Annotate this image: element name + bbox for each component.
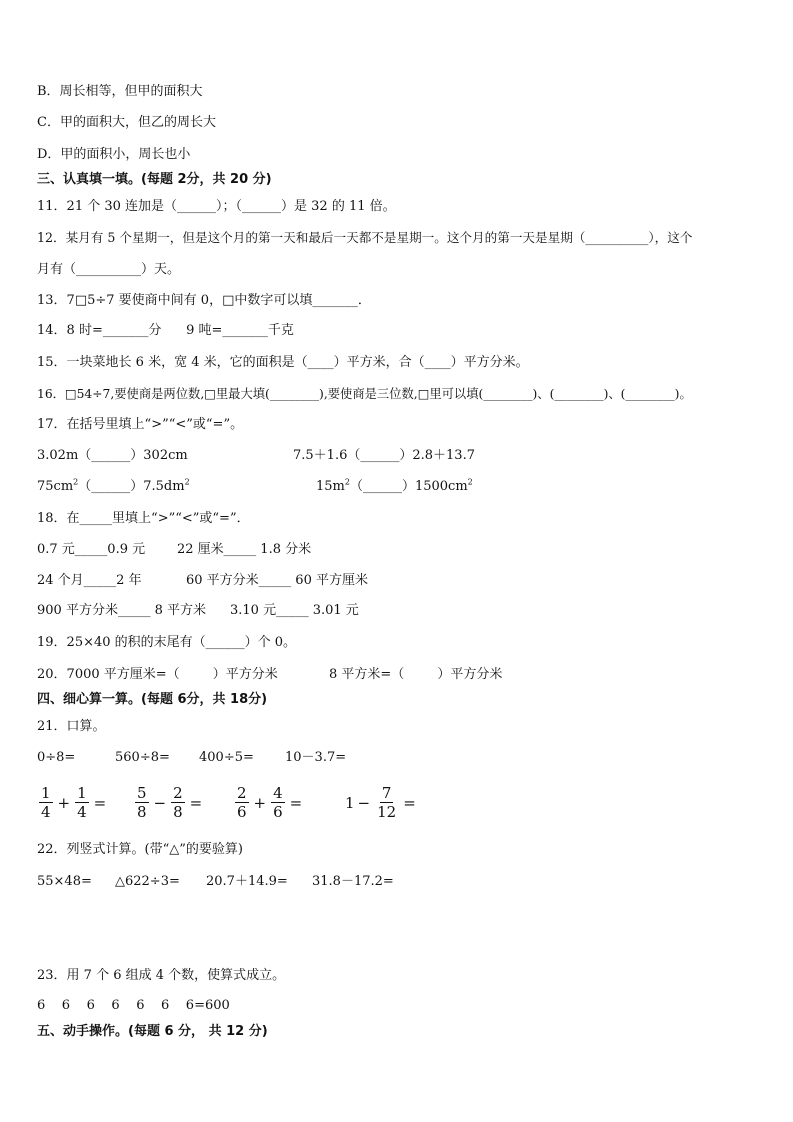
q22-calc-4: 31.8－17.2= — [312, 874, 394, 889]
q17-item-a: 3.02m（______）302cm — [37, 448, 188, 463]
q18-item-a: 0.7 元_____0.9 元 — [37, 542, 146, 557]
q18-item-e: 900 平方分米_____ 8 平方米 — [37, 603, 206, 618]
question-21: 21．口算。 — [37, 719, 106, 734]
question-22: 22．列竖式计算。(带“△”的要验算) — [37, 842, 243, 857]
q18-item-c: 24 个月_____2 年 — [37, 573, 142, 588]
question-11: 11．21 个 30 连加是（______）；（______）是 32 的 11 倍。 — [37, 199, 396, 214]
question-12-line-1: 12．某月有 5 个星期一，但是这个月的第一天和最后一天都不是星期一。这个月的第一天是星期（__________），这个 — [37, 230, 693, 245]
q17-item-d: $15m^2(\_\_\_\_\_\_)1500cm^2$ — [316, 477, 473, 494]
section-5-heading: 五、动手操作。(每题 6 分， 共 12 分) — [37, 1024, 268, 1039]
question-13: 13．7□5÷7 要使商中间有 0，□中数字可以填_______． — [37, 293, 371, 308]
question-20-b: 8 平方米=（ ）平方分米 — [329, 667, 503, 682]
question-23: 23．用 7 个 6 组成 4 个数，使算式成立。 — [37, 968, 286, 983]
option-b: B．周长相等，但甲的面积大 — [37, 84, 203, 99]
q22-calc-2: △622÷3= — [115, 874, 180, 889]
q21-calc-3: 400÷5= — [199, 750, 254, 765]
q21-calc-4: 10－3.7= — [285, 750, 347, 765]
question-20-a: 20．7000 平方厘米=（ ）平方分米 — [37, 667, 278, 682]
option-d: D．甲的面积小，周长也小 — [37, 147, 191, 162]
question-15: 15．一块菜地长 6 米，宽 4 米，它的面积是（____）平方米，合（____）平方分米。 — [37, 355, 529, 370]
q21-fraction-a: 1 4 + $\frac{1}{4}$ = — [41, 784, 107, 821]
question-14: 14．8 时=_______分 9 吨=_______千克 — [37, 323, 294, 338]
q21-fraction-c: 2 6 + $\frac{4}{6}$ = — [237, 784, 303, 821]
q21-calc-1: 0÷8= — [37, 750, 76, 765]
q21-fraction-b: 5 8 − $\frac{2}{8}$ = — [137, 784, 203, 821]
section-4-heading: 四、细心算一算。(每题 6分，共 18分) — [37, 692, 268, 707]
q17-item-c: $75cm^2(\_\_\_\_\_\_)7.5dm^2$ — [37, 477, 190, 494]
q21-fraction-d: 1 − $\frac{7}{12}$ = — [345, 784, 416, 821]
option-c: C．甲的面积大，但乙的周长大 — [37, 115, 216, 130]
q18-item-d: 60 平方分米_____ 60 平方厘米 — [186, 573, 368, 588]
question-18: 18．在_____里填上“>”“<”或“=”． — [37, 511, 250, 526]
question-12-line-2: 月有（__________）天。 — [37, 262, 181, 277]
q23-expression: 6 6 6 6 6 6 6=600 — [37, 998, 230, 1013]
q22-calc-1: 55×48= — [37, 874, 92, 889]
q17-item-b: 7.5＋1.6（______）2.8＋13.7 — [293, 448, 475, 463]
q21-calc-2: 560÷8= — [115, 750, 170, 765]
question-19: 19．25×40 的积的末尾有（______）个 0。 — [37, 635, 297, 650]
q22-calc-3: 20.7＋14.9= — [206, 874, 288, 889]
q18-item-f: 3.10 元_____ 3.01 元 — [230, 603, 359, 618]
question-17: 17．在括号里填上“>”“<”或“=”。 — [37, 417, 244, 432]
q18-item-b: 22 厘米_____ 1.8 分米 — [177, 542, 312, 557]
question-16: 16．□54÷7,要使商是两位数,□里最大填(________),要使商是三位数,□里可以填(________)、(________)、(________)。 — [37, 387, 692, 401]
section-3-heading: 三、认真填一填。(每题 2分，共 20 分) — [37, 172, 272, 187]
